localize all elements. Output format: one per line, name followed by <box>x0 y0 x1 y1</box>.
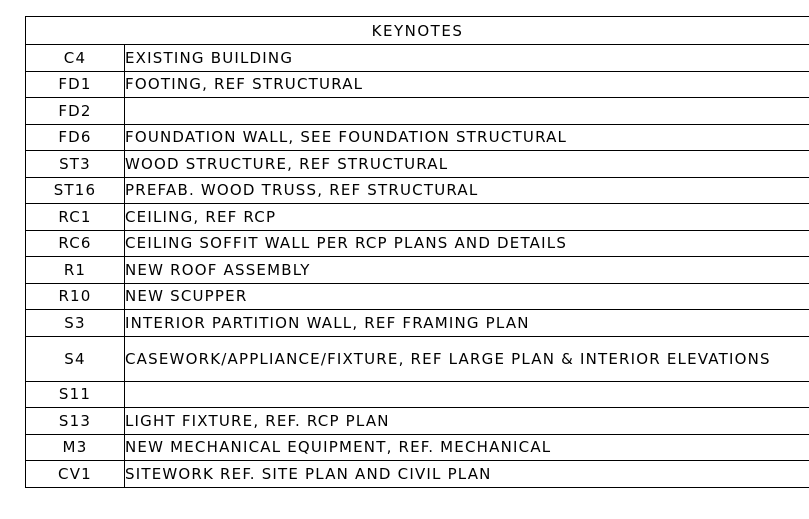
keynote-code: FD1 <box>26 71 125 98</box>
table-row <box>26 283 809 310</box>
keynote-code: S13 <box>26 408 125 435</box>
keynote-code: M3 <box>26 434 125 461</box>
table-row <box>26 381 809 408</box>
keynote-code: CV1 <box>26 461 125 488</box>
table-row <box>26 230 809 257</box>
keynote-description: FOOTING, REF STRUCTURAL <box>125 71 809 98</box>
keynote-code: FD6 <box>26 124 125 151</box>
keynote-description: NEW ROOF ASSEMBLY <box>125 257 809 284</box>
keynote-description: PREFAB. WOOD TRUSS, REF STRUCTURAL <box>125 177 809 204</box>
keynotes-body <box>26 45 809 488</box>
keynote-code: ST16 <box>26 177 125 204</box>
keynote-code: R1 <box>26 257 125 284</box>
keynote-code: R10 <box>26 283 125 310</box>
keynote-description: FOUNDATION WALL, SEE FOUNDATION STRUCTURAL <box>125 124 809 151</box>
keynote-code: S11 <box>26 381 125 408</box>
table-row <box>26 124 809 151</box>
keynote-description <box>125 98 809 125</box>
keynote-code: ST3 <box>26 151 125 178</box>
keynote-description: WOOD STRUCTURE, REF STRUCTURAL <box>125 151 809 178</box>
keynote-description: NEW SCUPPER <box>125 283 809 310</box>
table-row <box>26 98 809 125</box>
keynote-code: C4 <box>26 45 125 72</box>
table-row <box>26 434 809 461</box>
table-row <box>26 336 809 381</box>
keynote-code: S3 <box>26 310 125 337</box>
keynote-description: LIGHT FIXTURE, REF. RCP PLAN <box>125 408 809 435</box>
table-title: KEYNOTES <box>26 17 809 45</box>
keynote-code: RC6 <box>26 230 125 257</box>
keynote-description: EXISTING BUILDING <box>125 45 809 72</box>
keynotes-sheet <box>25 16 809 488</box>
table-row <box>26 461 809 488</box>
table-row <box>26 45 809 72</box>
keynote-description: INTERIOR PARTITION WALL, REF FRAMING PLAN <box>125 310 809 337</box>
table-row <box>26 177 809 204</box>
keynote-code: FD2 <box>26 98 125 125</box>
keynote-description: CEILING SOFFIT WALL PER RCP PLANS AND DETAILS <box>125 230 809 257</box>
keynote-code: RC1 <box>26 204 125 231</box>
table-row <box>26 71 809 98</box>
table-row <box>26 151 809 178</box>
table-row <box>26 204 809 231</box>
keynote-description: CASEWORK/APPLIANCE/FIXTURE, REF LARGE PLAN & INTERIOR ELEVATIONS <box>125 336 809 381</box>
keynote-description: NEW MECHANICAL EQUIPMENT, REF. MECHANICAL <box>125 434 809 461</box>
table-row <box>26 257 809 284</box>
keynote-description: CEILING, REF RCP <box>125 204 809 231</box>
keynote-description: SITEWORK REF. SITE PLAN AND CIVIL PLAN <box>125 461 809 488</box>
title-row <box>26 17 809 45</box>
table-row <box>26 408 809 435</box>
keynotes-table <box>25 16 809 488</box>
keynote-code: S4 <box>26 336 125 381</box>
table-row <box>26 310 809 337</box>
keynote-description <box>125 381 809 408</box>
